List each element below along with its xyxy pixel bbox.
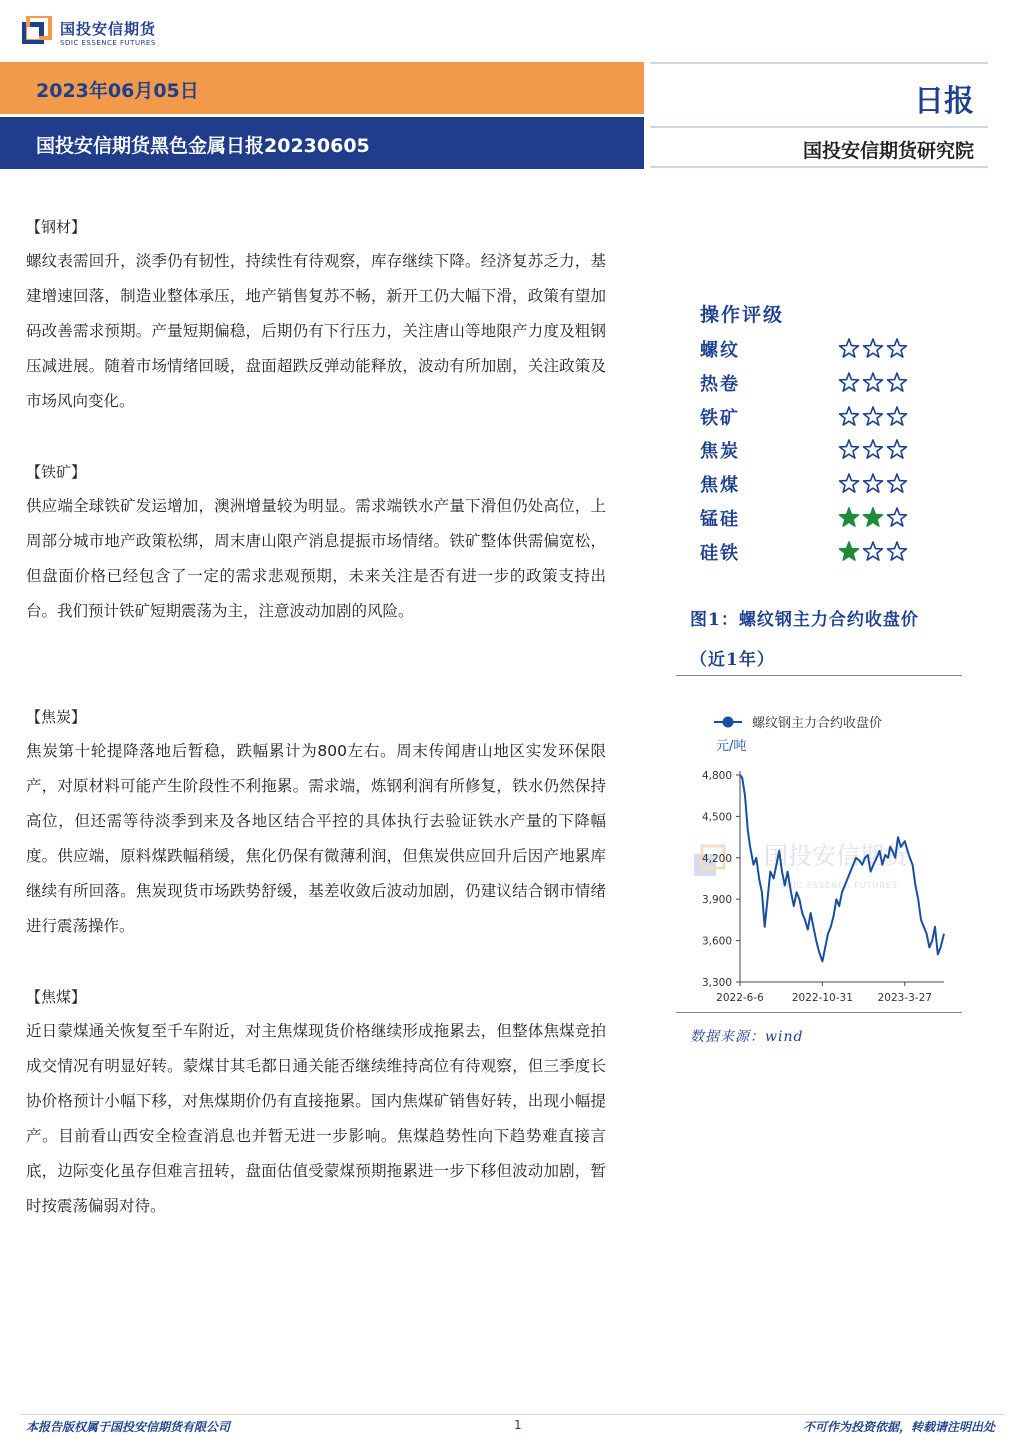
star-outline-icon [887, 407, 906, 425]
rating-name: 硅铁 [700, 542, 740, 564]
divider [650, 62, 988, 64]
y-tick-label: 4,200 [701, 852, 732, 865]
rating-name: 热卷 [700, 373, 740, 395]
star-outline-icon [839, 373, 858, 391]
star-outline-icon [839, 339, 858, 357]
star-rating [838, 336, 910, 360]
institute-name: 国投安信期货研究院 [802, 140, 974, 162]
rating-name: 焦煤 [700, 475, 740, 497]
x-tick-label: 2023-3-27 [877, 992, 932, 1004]
star-outline-icon [839, 440, 858, 458]
section-text-coke: 焦炭第十轮提降落地后暂稳，跌幅累计为800左右。周末传闻唐山地区实发环保限产，对原材料可能产生阶段性不利拖累。需求端，炼钢利润有所修复，铁水仍然保持高位，但还需等待淡季到来及各地区结合平控的具体执行去验证铁水产量的下降幅度。供应端，原料煤跌幅稍缓，焦化仍保有微薄利润，但焦炭供应回升后因产地累库继续有所回落。焦炭现货市场跌势舒缓，基差收敛后波动加剧，仍建议结合钢市情绪进行震荡操作。 [26, 742, 606, 935]
section-text-iron-ore: 供应端全球铁矿发运增加，澳洲增量较为明显。需求端铁水产量下滑但仍处高位，上周部分城市地产政策松绑，周末唐山限产消息提振市场情绪。铁矿整体供需偏宽松，但盘面价格已经包含了一定的需求悲观预期，未来关注是否有进一步的政策支持出台。我们预计铁矿短期震荡为主，注意波动加剧的风险。 [26, 497, 606, 620]
star-filled-icon [839, 508, 858, 526]
star-outline-icon [887, 474, 906, 492]
rating-row [700, 404, 910, 432]
y-tick-label: 3,900 [701, 894, 732, 907]
logo-text-en: SDIC ESSENCE FUTURES [60, 39, 156, 47]
divider [650, 126, 988, 128]
page-number: 1 [514, 1418, 522, 1432]
rating-name: 螺纹 [700, 340, 740, 361]
footer-disclaimer: 不可作为投资依据，转载请注明出处 [802, 1420, 995, 1434]
star-outline-icon [887, 508, 906, 526]
star-outline-icon [887, 440, 906, 458]
y-tick-label: 3,600 [701, 935, 732, 948]
footer-copyright: 本报告版权属于国投安信期货有限公司 [26, 1420, 231, 1434]
star-rating [838, 370, 910, 394]
legend-marker [723, 717, 734, 728]
rating-row [700, 437, 910, 465]
rating-row [700, 505, 910, 533]
section-heading-steel: 【钢材】 [26, 218, 87, 236]
y-tick-label: 3,300 [701, 977, 732, 989]
star-rating [838, 404, 910, 428]
star-outline-icon [839, 474, 858, 492]
x-tick-label: 2022-10-31 [791, 992, 853, 1004]
divider [650, 166, 988, 168]
legend-label: 螺纹钢主力合约收盘价 [752, 716, 883, 731]
x-tick-label: 2022-6-6 [716, 992, 764, 1004]
rating-name: 铁矿 [700, 407, 740, 429]
figure-title-line1: 图1：螺纹钢主力合约收盘价 [690, 610, 919, 630]
star-outline-icon [887, 542, 906, 560]
y-tick-label: 4,800 [701, 770, 732, 782]
logo-text-cn: 国投安信期货 [60, 20, 157, 38]
star-outline-icon [863, 339, 882, 357]
rating-row [700, 336, 910, 364]
rating-name: 锰硅 [700, 509, 740, 530]
rating-row [700, 370, 910, 398]
star-filled-icon [863, 508, 882, 526]
watermark-text: 国投安信期货 [764, 842, 908, 870]
watermark-text-en: SDIC ESSENCE FUTURES [780, 881, 899, 890]
report-type-box [650, 62, 988, 170]
y-axis-label: 元/吨 [716, 739, 747, 754]
star-outline-icon [863, 373, 882, 391]
report-title: 国投安信期货黑色金属日报20230605 [36, 135, 370, 157]
section-heading-iron-ore: 【铁矿】 [26, 463, 87, 481]
star-outline-icon [863, 440, 882, 458]
company-logo [22, 14, 172, 54]
section-text-steel: 螺纹表需回升，淡季仍有韧性，持续性有待观察，库存继续下降。经济复苏乏力，基建增速回落，制造业整体承压，地产销售复苏不畅，新开工仍大幅下滑，政策有望加码改善需求预期。产量短期偏稳，后期仍有下行压力，关注唐山等地限产力度及粗钢压减进展。随着市场情绪回暖，盘面超跌反弹动能释放，波动有所加剧，关注政策及市场风向变化。 [26, 252, 606, 410]
star-rating [838, 437, 910, 461]
star-filled-icon [839, 542, 858, 560]
star-outline-icon [863, 542, 882, 560]
figure-top-rule [676, 675, 962, 676]
footer-divider [20, 1414, 1005, 1415]
figure-title-line2: （近1年） [690, 650, 775, 670]
rebar-price-chart [676, 700, 962, 1012]
data-source: 数据来源：wind [690, 1029, 804, 1045]
star-rating [838, 539, 910, 563]
report-date: 2023年06月05日 [36, 80, 199, 102]
figure-title [690, 600, 962, 680]
y-tick-label: 4,500 [701, 811, 732, 824]
star-outline-icon [887, 339, 906, 357]
star-rating [838, 505, 910, 529]
star-outline-icon [863, 474, 882, 492]
rating-row [700, 539, 910, 567]
rating-title: 操作评级 [700, 304, 785, 326]
rating-row [700, 471, 910, 499]
star-outline-icon [887, 373, 906, 391]
star-outline-icon [863, 407, 882, 425]
star-outline-icon [839, 407, 858, 425]
section-heading-coking-coal: 【焦煤】 [26, 988, 87, 1006]
figure-bottom-rule [676, 1012, 962, 1013]
report-type: 日报 [914, 84, 974, 119]
section-heading-coke: 【焦炭】 [26, 708, 87, 726]
section-text-coking-coal: 近日蒙煤通关恢复至千车附近，对主焦煤现货价格继续形成拖累去，但整体焦煤竞拍成交情况有明显好转。蒙煤甘其毛都日通关能否继续维持高位有待观察，但三季度长协价格预计小幅下移，对焦煤期价仍有直接拖累。国内焦煤矿销售好转，出现小幅提产。目前看山西安全检查消息也并暂无进一步影响。焦煤趋势性向下趋势难直接言底，边际变化虽存但难言扭转，盘面估值受蒙煤预期拖累进一步下移但波动加剧，暂时按震荡偏弱对待。 [26, 1022, 606, 1215]
logo-mark-icon [22, 16, 52, 48]
star-rating [838, 471, 910, 495]
rating-name: 焦炭 [700, 441, 740, 463]
